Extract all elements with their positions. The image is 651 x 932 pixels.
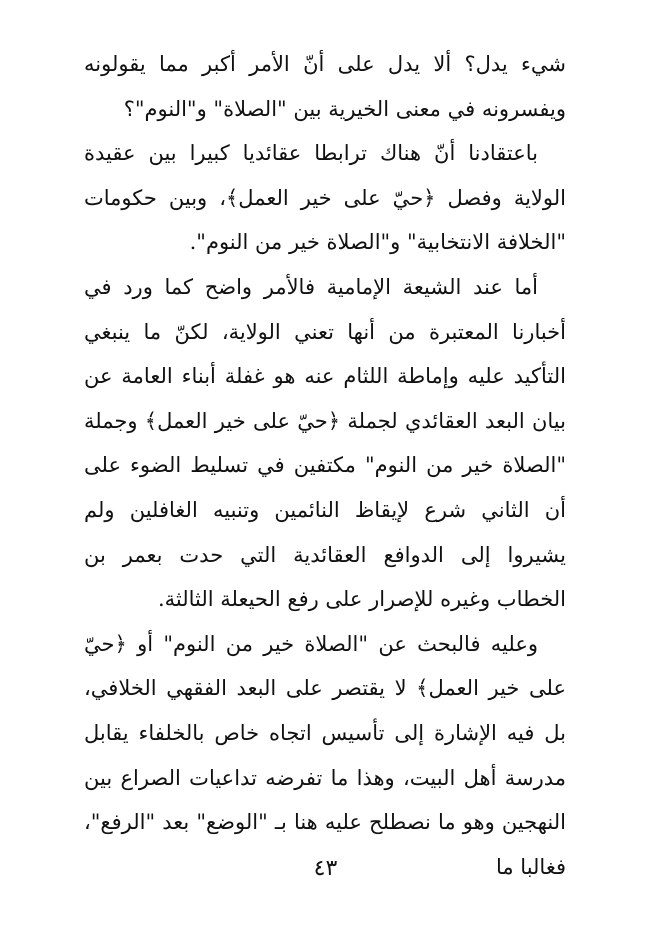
page-number: ٤٣ xyxy=(313,856,338,881)
paragraph-1: شيء يدل؟ ألا يدل على أنّ الأمر أكبر مما يقولونه ويفسرونه في معنى الخيرية بين "الصلاة" و"النوم"؟ xyxy=(84,52,566,121)
body-text xyxy=(84,42,566,889)
paragraph-2: باعتقادنا أنّ هناك ترابطا عقائديا كبيرا بين عقيدة الولاية وفصل ﴿حيّ على خير العمل﴾، وبين حكومات "الخلافة الانتخابية" و"الصلاة خير من النوم". xyxy=(84,141,566,255)
paragraph-4: وعليه فالبحث عن "الصلاة خير من النوم" أو ﴿حيّ على خير العمل﴾ لا يقتصر على البعد الفقهي الخلافي، بل فيه الإشارة إلى تأسيس اتجاه خاص بالخلفاء يقابل مدرسة أهل البيت، وهذا ما تفرضه تداعيات الصراع بين النهجين وهو ما نصطلح عليه هنا بـ "الوضع" بعد "الرفع"، فغالبا ما xyxy=(84,631,566,879)
paragraph-3: أما عند الشيعة الإمامية فالأمر واضح كما ورد في أخبارنا المعتبرة من أنها تعني الولاية، لكنّ ما ينبغي التأكيد عليه وإماطة اللثام عنه هو غفلة أبناء العامة عن بيان البعد العقائدي لجملة ﴿حيّ على خير العمل﴾ وجملة "الصلاة خير من النوم" مكتفين في تسليط الضوء على أن الثاني شرع لإيقاظ النائمين وتنبيه الغافلين ولم يشيروا إلى الدوافع العقائدية التي حدت بعمر بن الخطاب وغيره للإصرار على رفع الحيعلة الثالثة. xyxy=(84,274,566,612)
